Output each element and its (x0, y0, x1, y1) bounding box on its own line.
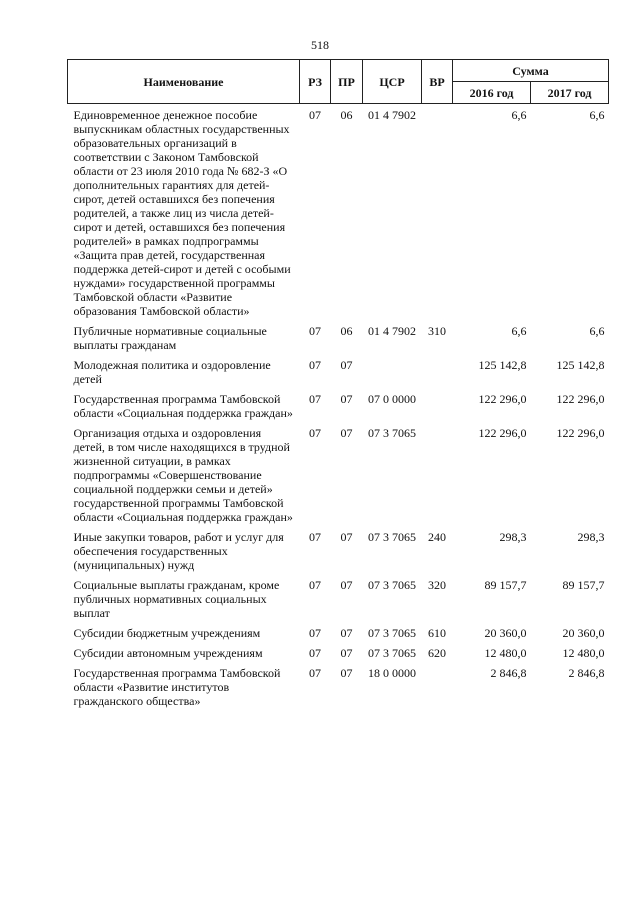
cell-pr: 07 (340, 626, 353, 640)
cell-name: Организация отдыха и оздоровления детей, в том числе находящихся в трудной жизненной ситуации, в рамках подпрограммы «Совершенствование социальной поддержки семьи и детей» государственной программы Тамбовской области «Социальная поддержка граждан» (73, 426, 293, 524)
header-name: Наименование (68, 60, 300, 104)
cell-name: Иные закупки товаров, работ и услуг для обеспечения государственных (муниципальных) нужд (73, 530, 284, 572)
cell-vr (422, 422, 453, 526)
table-row (68, 662, 609, 710)
table-row (68, 320, 609, 354)
cell-csr (363, 354, 422, 388)
cell-sum-2016: 6,6 (511, 324, 527, 338)
cell-rz: 07 (309, 646, 321, 660)
header-sum: Сумма (453, 60, 609, 82)
cell-rz: 07 (309, 108, 321, 122)
table-row (68, 104, 609, 321)
cell-sum-2016: 6,6 (511, 108, 527, 122)
cell-vr (422, 662, 453, 710)
cell-sum-2017: 298,3 (577, 530, 605, 544)
cell-sum-2017: 122 296,0 (556, 426, 605, 440)
cell-sum-2017: 12 480,0 (562, 646, 605, 660)
table-row (68, 622, 609, 642)
cell-sum-2016: 122 296,0 (478, 426, 527, 440)
cell-sum-2017: 6,6 (589, 324, 605, 338)
cell-pr: 06 (340, 324, 353, 338)
cell-sum-2016: 89 157,7 (484, 578, 527, 592)
cell-csr: 07 3 7065 (368, 626, 416, 640)
header-csr: ЦСР (363, 60, 422, 104)
cell-pr: 06 (340, 108, 353, 122)
cell-sum-2017: 125 142,8 (556, 358, 605, 372)
table-row (68, 354, 609, 388)
table-row (68, 642, 609, 662)
cell-pr: 07 (340, 646, 353, 660)
cell-pr: 07 (340, 426, 353, 440)
cell-name: Субсидии автономным учреждениям (73, 646, 263, 660)
cell-rz: 07 (309, 530, 321, 544)
cell-vr: 320 (428, 578, 446, 592)
cell-csr: 01 4 7902 (368, 324, 416, 338)
cell-sum-2017: 20 360,0 (562, 626, 605, 640)
table-body (68, 104, 609, 711)
cell-rz: 07 (309, 324, 321, 338)
budget-table (67, 59, 609, 710)
cell-sum-2017: 2 846,8 (568, 666, 605, 680)
header-pr: ПР (331, 60, 363, 104)
cell-sum-2016: 12 480,0 (484, 646, 527, 660)
table-row (68, 574, 609, 622)
page-number: 518 (311, 38, 329, 52)
header-year-2017: 2017 год (531, 82, 609, 104)
cell-vr: 310 (428, 324, 446, 338)
cell-vr (422, 104, 453, 321)
cell-pr: 07 (340, 392, 353, 406)
cell-sum-2017: 6,6 (589, 108, 605, 122)
cell-pr: 07 (340, 666, 353, 680)
cell-sum-2016: 125 142,8 (478, 358, 527, 372)
cell-name: Единовременное денежное пособие выпускникам областных государственных образовательных организаций в соответствии с Законом Тамбовской области от 23 июля 2010 года № 682-З «О дополнительных гарантиях для детей-сирот, детей оставшихся без попечения родителей, а также лиц из числа детей-сирот и детей, оставшихся без попечения родителей» в рамках подпрограммы «Защита прав детей, государственная поддержка детей-сирот и детей с особыми нуждами» государственной программы Тамбовской области «Развитие образования Тамбовской области» (73, 108, 291, 318)
cell-csr: 18 0 0000 (368, 666, 416, 680)
cell-rz: 07 (309, 626, 321, 640)
cell-csr: 07 3 7065 (368, 426, 416, 440)
cell-name: Социальные выплаты гражданам, кроме публичных нормативных социальных выплат (73, 578, 280, 620)
header-vr: ВР (422, 60, 453, 104)
cell-name: Молодежная политика и оздоровление детей (73, 358, 271, 386)
cell-pr: 07 (340, 530, 353, 544)
cell-sum-2017: 89 157,7 (562, 578, 605, 592)
cell-vr (422, 354, 453, 388)
table-header (68, 60, 609, 104)
table-row (68, 526, 609, 574)
cell-sum-2016: 20 360,0 (484, 626, 527, 640)
cell-csr: 07 3 7065 (368, 578, 416, 592)
cell-rz: 07 (309, 358, 321, 372)
header-year-2016: 2016 год (453, 82, 531, 104)
cell-vr: 620 (428, 646, 446, 660)
cell-sum-2016: 298,3 (499, 530, 527, 544)
cell-sum-2016: 2 846,8 (490, 666, 527, 680)
table-row (68, 422, 609, 526)
cell-vr: 240 (428, 530, 446, 544)
cell-name: Государственная программа Тамбовской области «Развитие институтов гражданского общества» (73, 666, 281, 708)
cell-sum-2017: 122 296,0 (556, 392, 605, 406)
cell-pr: 07 (340, 578, 353, 592)
header-rz: РЗ (300, 60, 331, 104)
cell-rz: 07 (309, 426, 321, 440)
cell-name: Субсидии бюджетным учреждениям (73, 626, 261, 640)
cell-sum-2016: 122 296,0 (478, 392, 527, 406)
cell-csr: 07 3 7065 (368, 530, 416, 544)
cell-csr: 07 0 0000 (368, 392, 416, 406)
cell-name: Государственная программа Тамбовской области «Социальная поддержка граждан» (73, 392, 293, 420)
cell-rz: 07 (309, 392, 321, 406)
table-row (68, 388, 609, 422)
cell-pr: 07 (340, 358, 353, 372)
cell-rz: 07 (309, 578, 321, 592)
cell-csr: 01 4 7902 (368, 108, 416, 122)
cell-csr: 07 3 7065 (368, 646, 416, 660)
cell-vr (422, 388, 453, 422)
cell-rz: 07 (309, 666, 321, 680)
cell-vr: 610 (428, 626, 446, 640)
cell-name: Публичные нормативные социальные выплаты гражданам (73, 324, 267, 352)
